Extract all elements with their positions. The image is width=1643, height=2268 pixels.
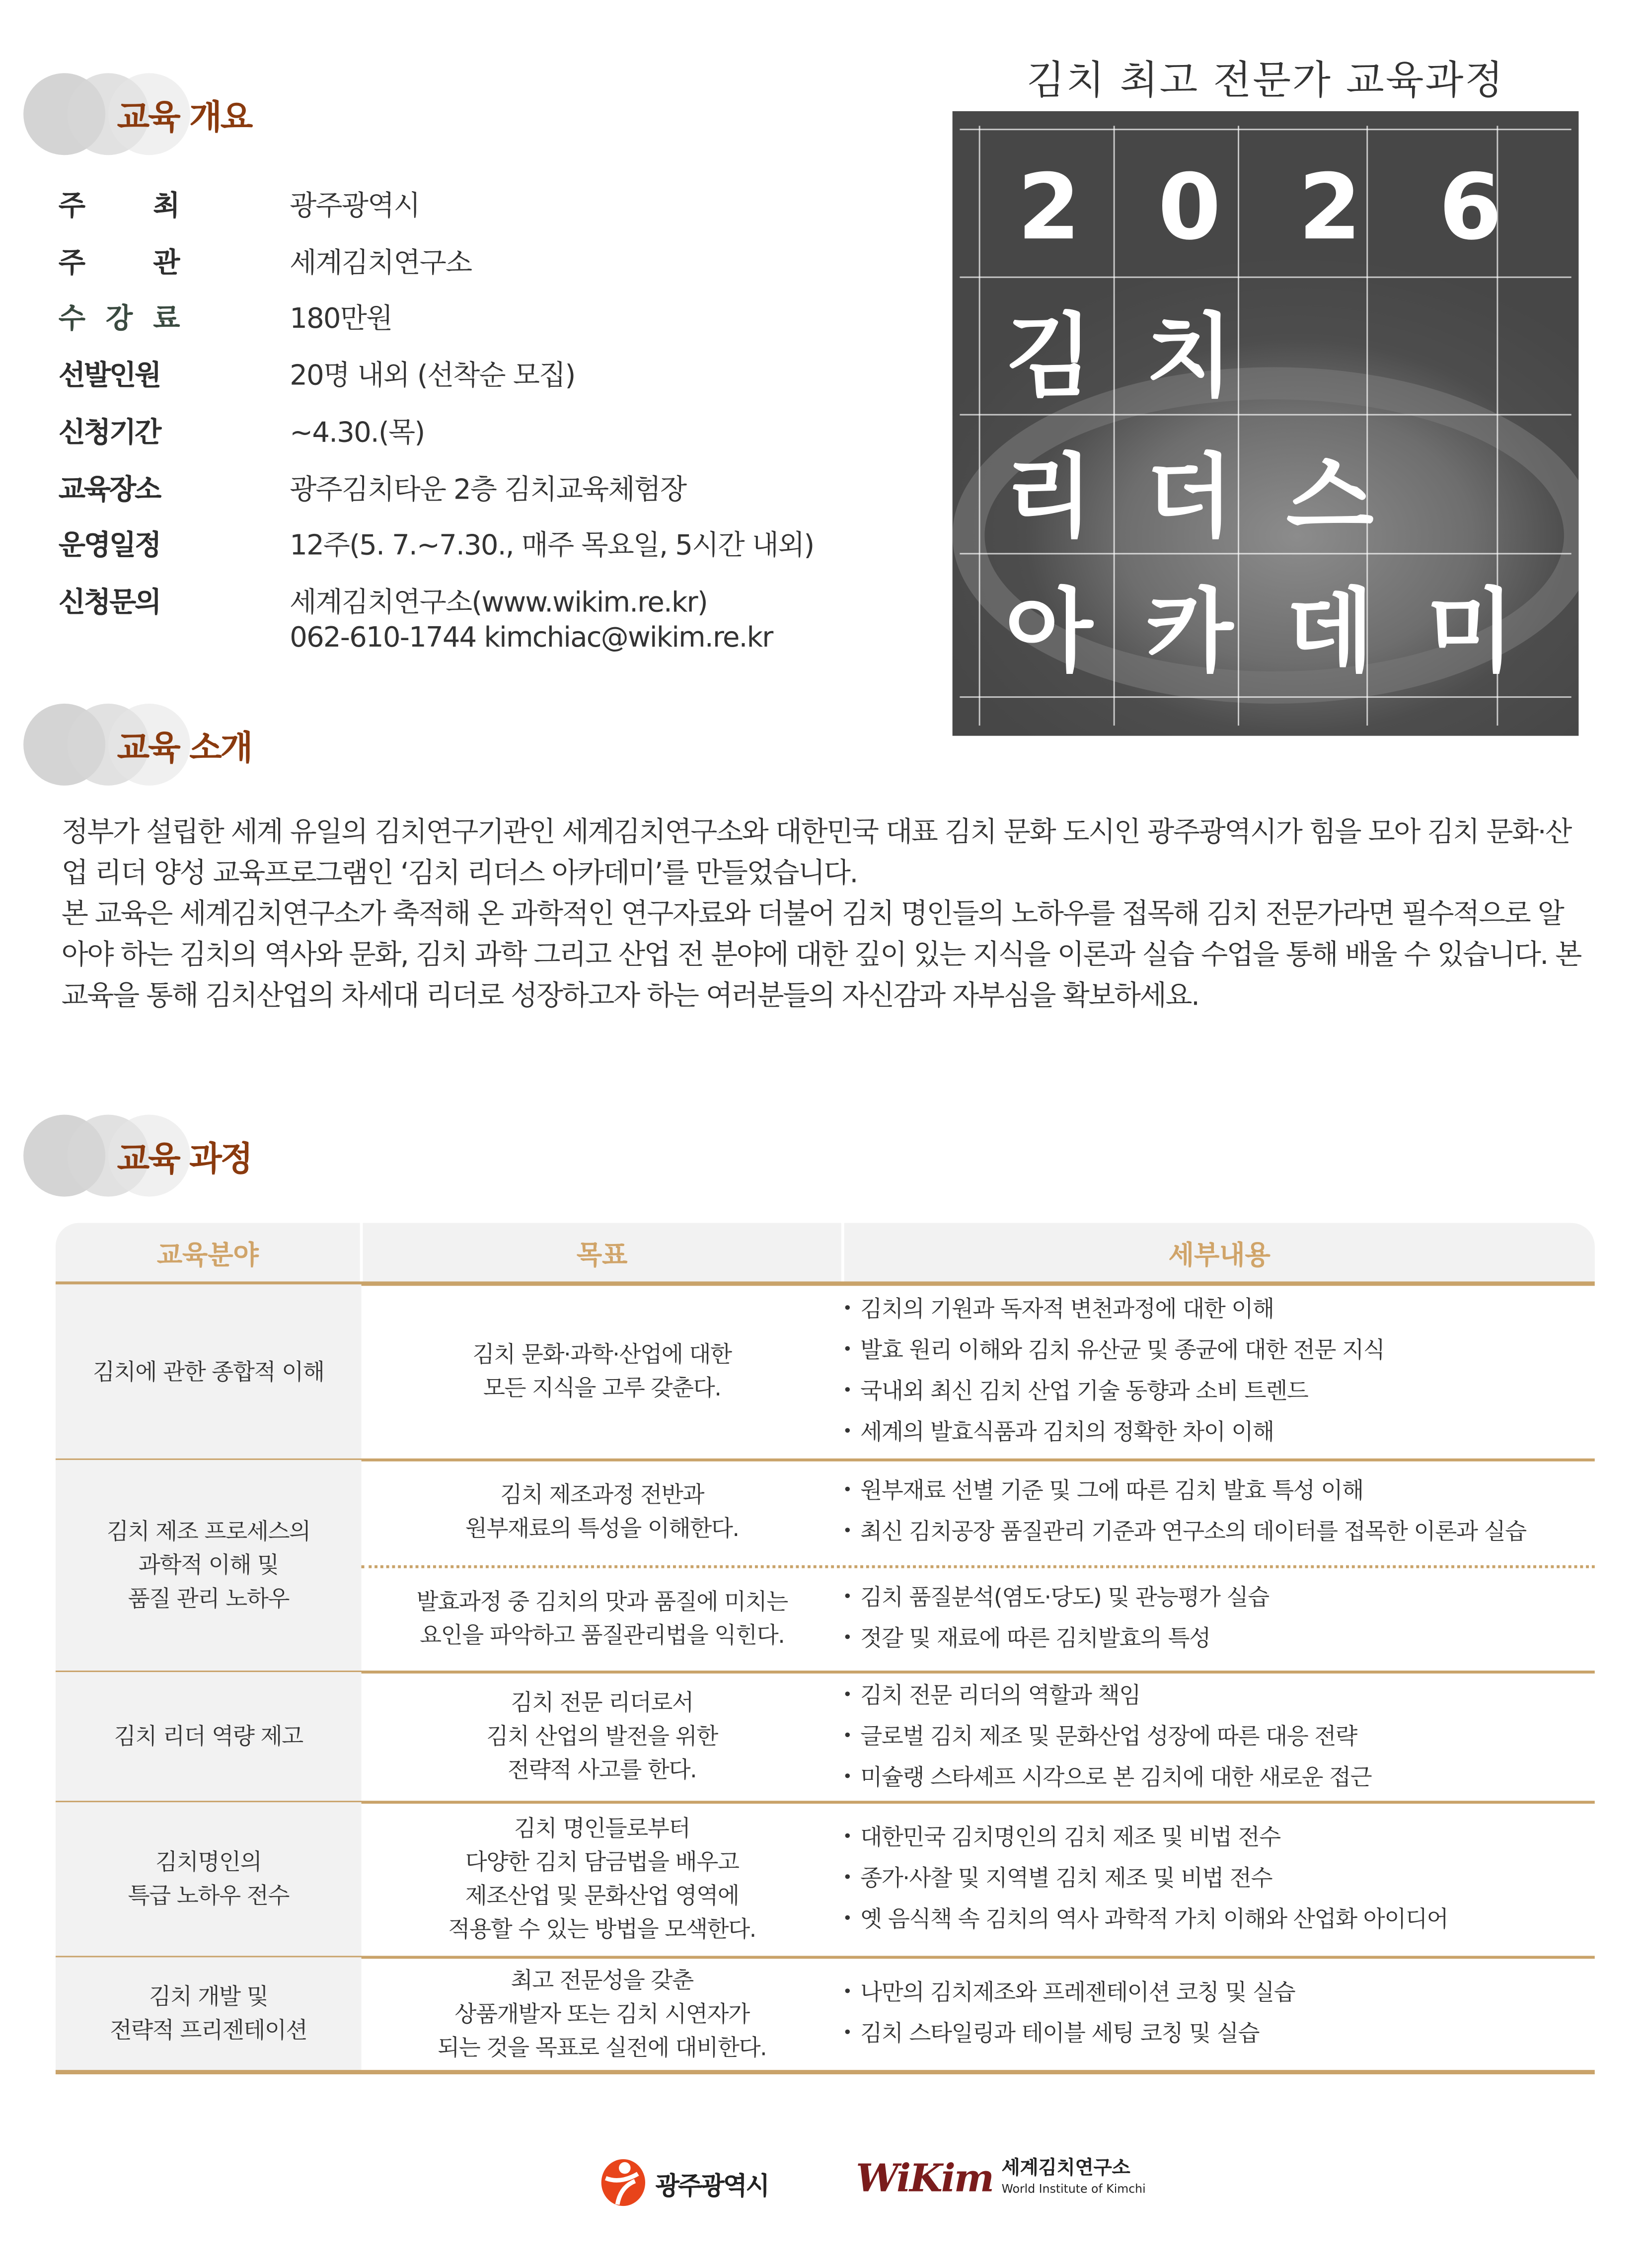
details-list — [843, 1676, 1372, 1798]
info-value: 180만원 — [290, 302, 392, 335]
column-header-goal: 목표 — [363, 1223, 841, 1283]
course-goal-cell — [362, 1672, 843, 1802]
detail-item: • 김치의 기원과 독자적 변천과정에 대한 이해 — [843, 1290, 1385, 1331]
course-field-cell — [56, 1284, 362, 1460]
course-field-cell — [56, 1802, 362, 1957]
course-goal: 김치 전문 리더로서 김치 산업의 발전을 위한 전략적 사고를 한다. — [486, 1689, 718, 1783]
info-value: 세계김치연구소 — [290, 247, 472, 280]
info-label-char: 주 — [58, 190, 84, 222]
info-value-contact: 062-610-1744 kimchiac@wikim.re.kr — [290, 621, 773, 654]
detail-item: • 발효 원리 이해와 김치 유산균 및 종균에 대한 전문 지식 — [843, 1331, 1385, 1372]
intro-text — [62, 812, 1583, 1017]
poster-char: 2 — [1017, 153, 1081, 261]
course-goal-cell — [362, 1802, 843, 1957]
detail-item: • 원부재료 선별 기준 및 그에 따른 김치 발효 특성 이해 — [843, 1471, 1526, 1512]
intro-paragraph: 본 교육은 세계김치연구소가 축적해 온 과학적인 연구자료와 더불어 김치 명인들의 노하우를 접목해 김치 전문가라면 필수적으로 알아야 하는 김치의 역사와 문화, 김치 과학 그리고 산업 전 분야에 대한 깊이 있는 지식을 이론과 실습 수업을 통해 배울 수 있습니다. 본 교육을 통해 김치산업의 차세대 리더로 성장하고자 하는 여러분들의 자신감과 자부심을 확보하세요. — [61, 898, 1581, 1013]
poster-char: 카 — [1145, 578, 1234, 685]
info-value: ~4.30.(목) — [290, 417, 425, 449]
detail-item: • 미슐랭 스타셰프 시각으로 본 김치에 대한 새로운 접근 — [843, 1757, 1372, 1798]
column-header-field: 교육분야 — [56, 1223, 360, 1283]
course-goal: 김치 명인들로부터 다양한 김치 담금법을 배우고 제조산업 및 문화산업 영역에 적용할 수 있는 방법을 모색한다. — [448, 1815, 756, 1943]
info-value: 20명 내외 (선착순 모집) — [290, 360, 575, 392]
wikim-logo-name: 세계김치연구소 — [1001, 2157, 1130, 2180]
details-list — [843, 1974, 1295, 2055]
course-field-cell — [56, 1957, 362, 2071]
info-label-char: 관 — [153, 247, 179, 280]
info-value: 광주김치타운 2층 김치교육체험장 — [290, 474, 686, 507]
gwangju-logo-text: 광주광역시 — [655, 2171, 768, 2201]
info-value: 12주(5. 7.~7.30., 매주 목요일, 5시간 내외) — [290, 529, 814, 562]
detail-item: • 김치 스타일링과 테이블 세팅 코칭 및 실습 — [843, 2014, 1295, 2055]
info-label — [59, 297, 179, 337]
section-title: 교육 과정 — [117, 1141, 252, 1179]
poster-char: 김 — [1005, 302, 1093, 410]
info-label — [59, 184, 179, 224]
info-value: 세계김치연구소(www.wikim.re.kr) — [290, 586, 707, 619]
detail-item: • 종가·사찰 및 지역별 김치 제조 및 비법 전수 — [843, 1859, 1448, 1900]
detail-item: • 글로벌 김치 제조 및 문화산업 성장에 따른 대응 전략 — [843, 1717, 1372, 1757]
gwangju-emblem-icon — [600, 2158, 647, 2207]
course-details-cell — [843, 1672, 1595, 1802]
course-goal-cell — [362, 1284, 843, 1460]
poster-image — [953, 111, 1579, 736]
detail-item: • 국내외 최신 김치 산업 기술 동향과 소비 트렌드 — [843, 1372, 1385, 1413]
course-goal: 김치 제조과정 전반과 원부재료의 특성을 이해한다. — [465, 1481, 739, 1542]
course-goal-cell — [362, 1460, 843, 1565]
info-value: 광주광역시 — [290, 190, 420, 222]
grid-line-horizontal — [960, 696, 1571, 698]
row-divider — [56, 2070, 1595, 2074]
course-goal: 김치 문화·과학·산업에 대한 모든 지식을 고루 갖춘다. — [472, 1341, 732, 1401]
info-label: 선발인원 — [58, 360, 160, 392]
details-list — [843, 1290, 1385, 1454]
intro-paragraph: 정부가 설립한 세계 유일의 김치연구기관인 세계김치연구소와 대한민국 대표 김치 문화 도시인 광주광역시가 힘을 모아 김치 문화·산업 리더 양성 교육프로그램인 ‘김치 리더스 아카데미’를 만들었습니다. — [61, 816, 1571, 889]
wikim-logo-mark: WiKim — [856, 2157, 993, 2202]
detail-item: • 최신 김치공장 품질관리 기준과 연구소의 데이터를 접목한 이론과 실습 — [843, 1513, 1526, 1553]
course-field: 김치에 관한 종합적 이해 — [93, 1358, 324, 1385]
course-goal-cell — [362, 1567, 843, 1672]
wikim-logo — [856, 2158, 1145, 2201]
info-label-char: 강 — [106, 302, 132, 335]
course-details-cell — [843, 1802, 1595, 1957]
section-header-course — [23, 1115, 462, 1197]
detail-item: • 대한민국 김치명인의 김치 제조 및 비법 전수 — [843, 1819, 1448, 1859]
poster-char: 2 — [1298, 153, 1362, 261]
detail-item: • 나만의 김치제조와 프레젠테이션 코칭 및 실습 — [843, 1974, 1295, 2014]
grid-line-horizontal — [960, 553, 1571, 554]
poster-char: 미 — [1426, 578, 1514, 685]
course-field: 김치 제조 프로세스의 과학적 이해 및 품질 관리 노하우 — [106, 1518, 310, 1612]
info-label: 신청기간 — [58, 417, 160, 449]
detail-item: • 세계의 발효식품과 김치의 정확한 차이 이해 — [843, 1413, 1385, 1454]
course-goal: 최고 전문성을 갖춘 상품개발자 또는 김치 시연자가 되는 것을 목표로 실전에 대비한다. — [438, 1967, 767, 2061]
course-field: 김치명인의 특급 노하우 전수 — [128, 1849, 290, 1909]
poster-char: 스 — [1286, 443, 1374, 550]
details-list — [843, 1578, 1269, 1660]
grid-line-horizontal — [960, 414, 1571, 416]
poster-char: 0 — [1158, 153, 1221, 261]
grid-line-horizontal — [960, 129, 1571, 130]
info-label-char: 료 — [153, 302, 179, 335]
section-title: 교육 소개 — [117, 730, 252, 768]
column-header-details: 세부내용 — [844, 1223, 1595, 1283]
poster-char: 아 — [1005, 578, 1093, 685]
detail-item: • 젓갈 및 재료에 따른 김치발효의 특성 — [843, 1619, 1269, 1660]
course-details-cell — [843, 1957, 1595, 2071]
grid-line-horizontal — [960, 277, 1571, 278]
course-goal: 발효과정 중 김치의 맛과 품질에 미치는 요인을 파악하고 품질관리법을 익힌다. — [416, 1589, 788, 1649]
detail-item: • 김치 품질분석(염도·당도) 및 관능평가 실습 — [843, 1578, 1269, 1619]
poster-char: 치 — [1145, 302, 1234, 410]
course-details-cell — [843, 1284, 1595, 1460]
info-label: 신청문의 — [58, 586, 160, 619]
poster-char: 리 — [1005, 443, 1093, 550]
section-title: 교육 개요 — [117, 99, 252, 138]
info-label-char: 수 — [58, 302, 84, 335]
detail-item: • 옛 음식책 속 김치의 역사 과학적 가치 이해와 산업화 아이디어 — [843, 1900, 1448, 1941]
poster-char: 더 — [1145, 443, 1234, 550]
info-label-char: 최 — [153, 190, 179, 222]
course-field-cell — [56, 1460, 362, 1672]
info-label — [59, 241, 179, 281]
detail-item: • 김치 전문 리더의 역할과 책임 — [843, 1676, 1372, 1716]
section-header-overview — [23, 73, 462, 155]
section-header-intro — [23, 704, 462, 786]
course-field-cell — [56, 1672, 362, 1802]
info-label: 교육장소 — [58, 474, 160, 507]
details-list — [843, 1471, 1526, 1553]
gwangju-logo — [600, 2158, 768, 2207]
poster-title: 김치 최고 전문가 교육과정 — [1026, 58, 1505, 104]
course-details-cell — [843, 1460, 1595, 1565]
course-field: 김치 개발 및 전략적 프리젠테이션 — [110, 1983, 307, 2044]
course-field: 김치 리더 역량 제고 — [114, 1723, 303, 1750]
poster-char: 데 — [1286, 578, 1374, 685]
info-label: 운영일정 — [58, 529, 160, 562]
info-label-char: 주 — [58, 247, 84, 280]
details-list — [843, 1819, 1448, 1941]
course-goal-cell — [362, 1957, 843, 2071]
wikim-logo-sub: World Institute of Kimchi — [1001, 2182, 1146, 2196]
poster-char: 6 — [1438, 153, 1502, 261]
course-details-cell — [843, 1567, 1595, 1672]
